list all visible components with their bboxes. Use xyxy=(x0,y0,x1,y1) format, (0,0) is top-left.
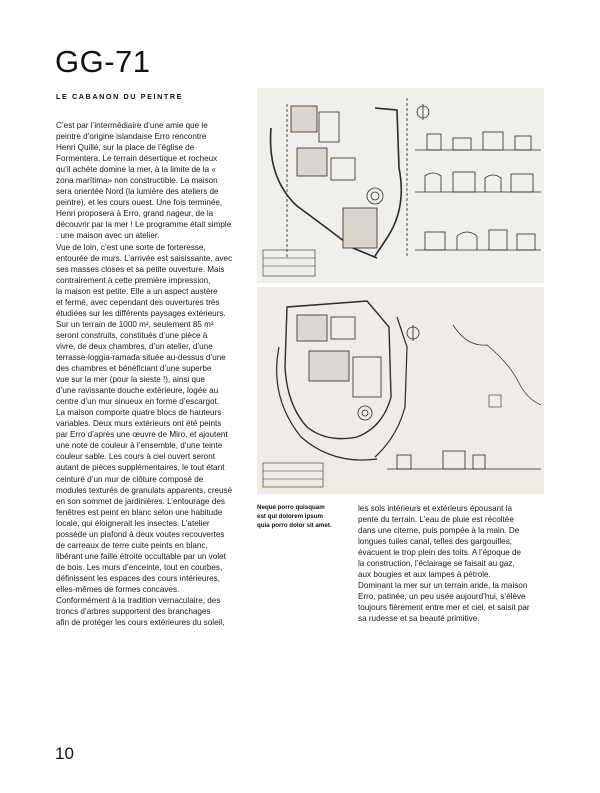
body-line: aux bougies et aux lampes à pétrole. xyxy=(358,570,491,580)
body-line: modules texturés de granulats apparents, creusé xyxy=(56,485,233,495)
body-line: ses masses closes et sa petite ouverture. Mais xyxy=(56,264,225,274)
body-line: sa rudesse et sa beauté primitive. xyxy=(358,614,480,624)
body-line: définissent les espaces des cours intérieures, xyxy=(56,573,220,583)
body-line: qu’il achète domine la mer, à la limite de la « xyxy=(56,165,216,175)
body-line: et fermé, avec cependant des ouvertures très xyxy=(56,297,220,307)
body-line: la construction, l’éclairage se faisait au gaz, xyxy=(358,559,515,569)
body-line: couleur sable. Les cours à ciel ouvert seront xyxy=(56,452,215,462)
body-text-right-column xyxy=(358,503,558,625)
body-line: Vue de loin, c’est une sorte de forteresse, xyxy=(56,242,206,252)
body-line: Formentera. Le terrain désertique et rocheux xyxy=(56,154,218,164)
body-line: par Erro d’après une œuvre de Miro, et ajoutent xyxy=(56,430,228,440)
body-text-left-column xyxy=(56,120,246,628)
body-line: dans une citerne, puis pompée à la main. De xyxy=(358,526,520,536)
page-number: 10 xyxy=(55,744,74,763)
body-line: toujours fièrement entre mer et ciel, et saisit par xyxy=(358,603,530,613)
body-line: La maison comporte quatre blocs de hauteurs xyxy=(56,408,222,418)
body-line: Sur un terrain de 1000 m², seulement 85 m² xyxy=(56,319,214,329)
body-line: locale, qui éloignerait les insectes. L’atelier xyxy=(56,518,210,528)
body-line: pente du terrain. L’eau de pluie est récoltée xyxy=(358,515,514,525)
body-line: Dominant la mer sur un terrain aride, la maison xyxy=(358,581,528,591)
caption-line: quia porro dolor sit amet. xyxy=(257,522,332,529)
body-line: de carreaux de terre cuite peints en blanc, xyxy=(56,540,208,550)
body-line: troncs d’arbres supportent des branchages xyxy=(56,607,211,617)
caption-line: est qui dolorem ipsum xyxy=(257,513,324,520)
body-line: sera orientée Nord (la lumière des ateliers de xyxy=(56,187,219,197)
body-line: en son sommet de jardinières. L’entourage des xyxy=(56,496,225,506)
body-line: peintre), et les cours ouest. Une fois terminée, xyxy=(56,198,223,208)
body-line: : une maison avec un atelier. xyxy=(56,231,160,241)
body-line: découvrir par la mer ! Le programme était simple xyxy=(56,220,232,230)
body-line: évacuent le trop plein des toits. A l’époque de xyxy=(358,548,522,558)
body-line: de bois. Les murs d’enceinte, tout en courbes, xyxy=(56,562,223,572)
body-line: Conformément à la tradition vernaculaire, des xyxy=(56,596,221,606)
caption-line: Neque porro quisquam xyxy=(257,504,325,511)
body-line: elles-mêmes de formes concaves. xyxy=(56,584,180,594)
body-line: terrasse-loggia-ramada située au-dessus d’une xyxy=(56,352,226,362)
body-line: la maison est petite. Elle a un aspect austère xyxy=(56,286,218,296)
body-line: d’une ravissante douche extérieure, logée au xyxy=(56,386,219,396)
architectural-site-plan xyxy=(257,287,544,494)
body-line: longues tuiles canal, telles des gargouilles, xyxy=(358,537,513,547)
body-line: libérant une faille étroite occultable par un volet xyxy=(56,551,226,561)
body-line: contrairement à cette première impression, xyxy=(56,275,211,285)
body-line: variables. Deux murs extérieurs ont été peints xyxy=(56,419,222,429)
body-line: Henri Quillé, sur la place de l’église de xyxy=(56,143,195,153)
site-plan-drawing xyxy=(257,287,544,494)
body-line: entourée de murs. L’arrivée est saisissante, avec xyxy=(56,253,233,263)
body-line: Henri proposera à Erro, grand nageur, de la xyxy=(56,209,214,219)
body-line: ceinturé d’un mur de clôture composé de xyxy=(56,474,204,484)
body-line: peintre d’origine islandaise Erro rencontre xyxy=(56,132,207,142)
body-line: zona marítima» non constructible. La maison xyxy=(56,176,218,186)
body-line: des chambres et bénéficiant d’une superbe xyxy=(56,364,212,374)
body-line: possède un plafond à deux voutes recouvertes xyxy=(56,529,225,539)
body-line: seront construits, constitués d’une pièce à xyxy=(56,330,208,340)
page-title: GG-71 xyxy=(55,44,151,79)
body-line: fenêtres est peint en blanc selon une habitude xyxy=(56,507,223,517)
plan-elevations-drawing xyxy=(257,88,544,283)
page-subtitle: LE CABANON DU PEINTRE xyxy=(56,92,184,101)
body-line: autant de pièces supplémentaires, le tout étant xyxy=(56,463,225,473)
architectural-plan-elevations xyxy=(257,88,544,283)
body-line: une note de couleur à l’ensemble, d’une teinte xyxy=(56,441,223,451)
body-line: les sols intérieurs et extérieurs épousant la xyxy=(358,504,513,513)
figure-caption xyxy=(257,503,332,530)
body-line: vue sur la mer (pour la sieste !), ainsi que xyxy=(56,375,206,385)
body-line: étudiées sur les différents paysages extérieurs. xyxy=(56,308,226,318)
body-line: C’est par l’intermédiaire d’une amie que le xyxy=(56,121,208,130)
body-line: centre d’un mur sinueux en forme d’escargot. xyxy=(56,397,220,407)
body-line: afin de protéger les cours extérieures du soleil, xyxy=(56,618,225,628)
body-line: Erro, patinée, un peu usée aujourd’hui, s’élève xyxy=(358,592,526,602)
body-line: vivre, de deux chambres, d’un atelier, d’une xyxy=(56,341,213,351)
